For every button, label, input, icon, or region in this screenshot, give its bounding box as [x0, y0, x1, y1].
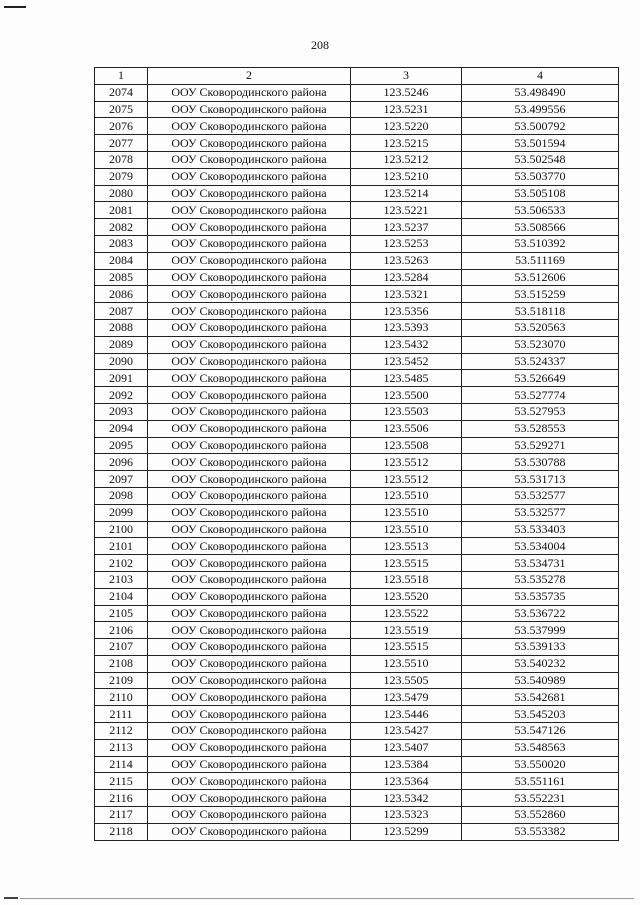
- row-longitude-cell: 123.5520: [351, 588, 462, 605]
- table-row: [95, 655, 619, 672]
- row-name-cell: ООУ Сковородинского района: [148, 588, 351, 605]
- column-header-number: 1: [95, 68, 148, 85]
- row-latitude-cell: 53.526649: [462, 370, 619, 387]
- table-row: [95, 639, 619, 656]
- row-latitude-cell: 53.552860: [462, 807, 619, 824]
- table-row: [95, 471, 619, 488]
- row-name-cell: ООУ Сковородинского района: [148, 571, 351, 588]
- row-number-cell: 2086: [95, 286, 148, 303]
- row-latitude-cell: 53.551161: [462, 773, 619, 790]
- row-name-cell: ООУ Сковородинского района: [148, 689, 351, 706]
- row-name-cell: ООУ Сковородинского района: [148, 773, 351, 790]
- row-number-cell: 2115: [95, 773, 148, 790]
- row-latitude-cell: 53.540232: [462, 655, 619, 672]
- row-number-cell: 2084: [95, 252, 148, 269]
- row-number-cell: 2079: [95, 168, 148, 185]
- row-number-cell: 2109: [95, 672, 148, 689]
- table-row: [95, 403, 619, 420]
- row-latitude-cell: 53.535735: [462, 588, 619, 605]
- row-longitude-cell: 123.5407: [351, 739, 462, 756]
- table-row: [95, 588, 619, 605]
- row-name-cell: ООУ Сковородинского района: [148, 723, 351, 740]
- row-name-cell: ООУ Сковородинского района: [148, 521, 351, 538]
- row-longitude-cell: 123.5384: [351, 756, 462, 773]
- row-latitude-cell: 53.542681: [462, 689, 619, 706]
- row-latitude-cell: 53.510392: [462, 235, 619, 252]
- row-name-cell: ООУ Сковородинского района: [148, 235, 351, 252]
- row-longitude-cell: 123.5446: [351, 706, 462, 723]
- row-longitude-cell: 123.5510: [351, 521, 462, 538]
- row-latitude-cell: 53.523070: [462, 336, 619, 353]
- table-row: [95, 521, 619, 538]
- row-name-cell: ООУ Сковородинского района: [148, 756, 351, 773]
- row-longitude-cell: 123.5503: [351, 403, 462, 420]
- table-body: [95, 84, 619, 840]
- row-name-cell: ООУ Сковородинского района: [148, 823, 351, 840]
- row-name-cell: ООУ Сковородинского района: [148, 101, 351, 118]
- row-latitude-cell: 53.534731: [462, 555, 619, 572]
- table-row: [95, 84, 619, 101]
- table-row: [95, 135, 619, 152]
- row-latitude-cell: 53.512606: [462, 269, 619, 286]
- row-name-cell: ООУ Сковородинского района: [148, 118, 351, 135]
- scan-corner-mark: [4, 6, 26, 8]
- row-longitude-cell: 123.5452: [351, 353, 462, 370]
- row-longitude-cell: 123.5510: [351, 655, 462, 672]
- row-name-cell: ООУ Сковородинского района: [148, 353, 351, 370]
- row-number-cell: 2099: [95, 504, 148, 521]
- row-number-cell: 2106: [95, 622, 148, 639]
- table-row: [95, 269, 619, 286]
- table-row: [95, 622, 619, 639]
- row-number-cell: 2103: [95, 571, 148, 588]
- row-number-cell: 2076: [95, 118, 148, 135]
- row-number-cell: 2085: [95, 269, 148, 286]
- row-longitude-cell: 123.5246: [351, 84, 462, 101]
- row-number-cell: 2111: [95, 706, 148, 723]
- table-row: [95, 151, 619, 168]
- row-number-cell: 2117: [95, 807, 148, 824]
- row-longitude-cell: 123.5522: [351, 605, 462, 622]
- row-latitude-cell: 53.530788: [462, 454, 619, 471]
- table-row: [95, 336, 619, 353]
- row-name-cell: ООУ Сковородинского района: [148, 168, 351, 185]
- table-row: [95, 571, 619, 588]
- row-name-cell: ООУ Сковородинского района: [148, 269, 351, 286]
- row-latitude-cell: 53.531713: [462, 471, 619, 488]
- row-longitude-cell: 123.5212: [351, 151, 462, 168]
- row-longitude-cell: 123.5342: [351, 790, 462, 807]
- row-latitude-cell: 53.547126: [462, 723, 619, 740]
- row-number-cell: 2083: [95, 235, 148, 252]
- row-number-cell: 2114: [95, 756, 148, 773]
- row-longitude-cell: 123.5221: [351, 202, 462, 219]
- row-number-cell: 2089: [95, 336, 148, 353]
- table-row: [95, 319, 619, 336]
- row-longitude-cell: 123.5432: [351, 336, 462, 353]
- row-latitude-cell: 53.540989: [462, 672, 619, 689]
- row-name-cell: ООУ Сковородинского района: [148, 370, 351, 387]
- row-number-cell: 2113: [95, 739, 148, 756]
- row-longitude-cell: 123.5505: [351, 672, 462, 689]
- table-row: [95, 756, 619, 773]
- row-name-cell: ООУ Сковородинского района: [148, 555, 351, 572]
- row-longitude-cell: 123.5237: [351, 219, 462, 236]
- row-longitude-cell: 123.5506: [351, 420, 462, 437]
- row-name-cell: ООУ Сковородинского района: [148, 252, 351, 269]
- row-number-cell: 2102: [95, 555, 148, 572]
- row-name-cell: ООУ Сковородинского района: [148, 538, 351, 555]
- coordinates-table: [94, 67, 619, 841]
- row-longitude-cell: 123.5510: [351, 487, 462, 504]
- row-number-cell: 2088: [95, 319, 148, 336]
- row-name-cell: ООУ Сковородинского района: [148, 437, 351, 454]
- row-name-cell: ООУ Сковородинского района: [148, 504, 351, 521]
- row-latitude-cell: 53.553382: [462, 823, 619, 840]
- table-row: [95, 420, 619, 437]
- row-latitude-cell: 53.537999: [462, 622, 619, 639]
- row-longitude-cell: 123.5508: [351, 437, 462, 454]
- row-latitude-cell: 53.535278: [462, 571, 619, 588]
- row-number-cell: 2105: [95, 605, 148, 622]
- row-longitude-cell: 123.5210: [351, 168, 462, 185]
- table-row: [95, 689, 619, 706]
- row-number-cell: 2101: [95, 538, 148, 555]
- row-longitude-cell: 123.5500: [351, 387, 462, 404]
- row-number-cell: 2080: [95, 185, 148, 202]
- row-name-cell: ООУ Сковородинского района: [148, 303, 351, 320]
- row-number-cell: 2082: [95, 219, 148, 236]
- table-row: [95, 706, 619, 723]
- table-row: [95, 605, 619, 622]
- row-name-cell: ООУ Сковородинского района: [148, 807, 351, 824]
- table-row: [95, 303, 619, 320]
- table-row: [95, 185, 619, 202]
- row-number-cell: 2092: [95, 387, 148, 404]
- row-number-cell: 2094: [95, 420, 148, 437]
- row-number-cell: 2090: [95, 353, 148, 370]
- row-number-cell: 2100: [95, 521, 148, 538]
- row-longitude-cell: 123.5356: [351, 303, 462, 320]
- column-header-longitude: 3: [351, 68, 462, 85]
- row-name-cell: ООУ Сковородинского района: [148, 706, 351, 723]
- row-latitude-cell: 53.533403: [462, 521, 619, 538]
- row-longitude-cell: 123.5220: [351, 118, 462, 135]
- row-number-cell: 2104: [95, 588, 148, 605]
- row-number-cell: 2095: [95, 437, 148, 454]
- row-number-cell: 2096: [95, 454, 148, 471]
- row-number-cell: 2074: [95, 84, 148, 101]
- row-number-cell: 2078: [95, 151, 148, 168]
- row-longitude-cell: 123.5512: [351, 454, 462, 471]
- row-latitude-cell: 53.529271: [462, 437, 619, 454]
- row-number-cell: 2077: [95, 135, 148, 152]
- row-number-cell: 2093: [95, 403, 148, 420]
- table-row: [95, 101, 619, 118]
- table-row: [95, 823, 619, 840]
- table-row: [95, 807, 619, 824]
- row-latitude-cell: 53.548563: [462, 739, 619, 756]
- row-latitude-cell: 53.552231: [462, 790, 619, 807]
- row-latitude-cell: 53.498490: [462, 84, 619, 101]
- row-latitude-cell: 53.505108: [462, 185, 619, 202]
- row-latitude-cell: 53.520563: [462, 319, 619, 336]
- row-latitude-cell: 53.500792: [462, 118, 619, 135]
- row-latitude-cell: 53.506533: [462, 202, 619, 219]
- row-latitude-cell: 53.499556: [462, 101, 619, 118]
- row-longitude-cell: 123.5299: [351, 823, 462, 840]
- row-name-cell: ООУ Сковородинского района: [148, 151, 351, 168]
- table-row: [95, 555, 619, 572]
- row-name-cell: ООУ Сковородинского района: [148, 135, 351, 152]
- table-row: [95, 168, 619, 185]
- row-longitude-cell: 123.5231: [351, 101, 462, 118]
- row-longitude-cell: 123.5214: [351, 185, 462, 202]
- table-row: [95, 454, 619, 471]
- row-longitude-cell: 123.5323: [351, 807, 462, 824]
- row-latitude-cell: 53.515259: [462, 286, 619, 303]
- table-row: [95, 739, 619, 756]
- table-row: [95, 504, 619, 521]
- table-row: [95, 353, 619, 370]
- row-number-cell: 2110: [95, 689, 148, 706]
- row-latitude-cell: 53.536722: [462, 605, 619, 622]
- row-name-cell: ООУ Сковородинского района: [148, 739, 351, 756]
- row-longitude-cell: 123.5263: [351, 252, 462, 269]
- row-longitude-cell: 123.5485: [351, 370, 462, 387]
- table-row: [95, 672, 619, 689]
- row-latitude-cell: 53.545203: [462, 706, 619, 723]
- row-number-cell: 2098: [95, 487, 148, 504]
- column-header-latitude: 4: [462, 68, 619, 85]
- row-latitude-cell: 53.527953: [462, 403, 619, 420]
- row-longitude-cell: 123.5515: [351, 555, 462, 572]
- row-longitude-cell: 123.5518: [351, 571, 462, 588]
- row-name-cell: ООУ Сковородинского района: [148, 84, 351, 101]
- table-header-row: [95, 68, 619, 85]
- row-name-cell: ООУ Сковородинского района: [148, 336, 351, 353]
- row-name-cell: ООУ Сковородинского района: [148, 185, 351, 202]
- row-latitude-cell: 53.539133: [462, 639, 619, 656]
- row-name-cell: ООУ Сковородинского района: [148, 319, 351, 336]
- row-longitude-cell: 123.5510: [351, 504, 462, 521]
- row-latitude-cell: 53.511169: [462, 252, 619, 269]
- row-name-cell: ООУ Сковородинского района: [148, 471, 351, 488]
- row-latitude-cell: 53.518118: [462, 303, 619, 320]
- row-longitude-cell: 123.5253: [351, 235, 462, 252]
- table-row: [95, 202, 619, 219]
- row-latitude-cell: 53.503770: [462, 168, 619, 185]
- row-longitude-cell: 123.5479: [351, 689, 462, 706]
- row-latitude-cell: 53.501594: [462, 135, 619, 152]
- row-name-cell: ООУ Сковородинского района: [148, 202, 351, 219]
- row-longitude-cell: 123.5393: [351, 319, 462, 336]
- row-longitude-cell: 123.5513: [351, 538, 462, 555]
- row-number-cell: 2097: [95, 471, 148, 488]
- row-name-cell: ООУ Сковородинского района: [148, 387, 351, 404]
- row-latitude-cell: 53.508566: [462, 219, 619, 236]
- row-latitude-cell: 53.532577: [462, 487, 619, 504]
- row-number-cell: 2108: [95, 655, 148, 672]
- row-name-cell: ООУ Сковородинского района: [148, 454, 351, 471]
- row-name-cell: ООУ Сковородинского района: [148, 790, 351, 807]
- row-name-cell: ООУ Сковородинского района: [148, 672, 351, 689]
- row-longitude-cell: 123.5515: [351, 639, 462, 656]
- table-row: [95, 219, 619, 236]
- scan-bottom-rule: [20, 898, 634, 899]
- row-name-cell: ООУ Сковородинского района: [148, 219, 351, 236]
- row-longitude-cell: 123.5321: [351, 286, 462, 303]
- scan-bottom-tick: [4, 897, 18, 899]
- row-name-cell: ООУ Сковородинского района: [148, 487, 351, 504]
- table-row: [95, 487, 619, 504]
- row-number-cell: 2091: [95, 370, 148, 387]
- table-row: [95, 790, 619, 807]
- row-name-cell: ООУ Сковородинского района: [148, 420, 351, 437]
- row-name-cell: ООУ Сковородинского района: [148, 605, 351, 622]
- row-latitude-cell: 53.550020: [462, 756, 619, 773]
- table-row: [95, 538, 619, 555]
- row-name-cell: ООУ Сковородинского района: [148, 655, 351, 672]
- table-row: [95, 723, 619, 740]
- table-row: [95, 118, 619, 135]
- row-number-cell: 2118: [95, 823, 148, 840]
- table-row: [95, 437, 619, 454]
- row-name-cell: ООУ Сковородинского района: [148, 286, 351, 303]
- row-longitude-cell: 123.5215: [351, 135, 462, 152]
- row-latitude-cell: 53.524337: [462, 353, 619, 370]
- row-latitude-cell: 53.534004: [462, 538, 619, 555]
- row-number-cell: 2087: [95, 303, 148, 320]
- table-row: [95, 387, 619, 404]
- table-row: [95, 773, 619, 790]
- table-row: [95, 286, 619, 303]
- row-longitude-cell: 123.5427: [351, 723, 462, 740]
- row-name-cell: ООУ Сковородинского района: [148, 403, 351, 420]
- row-name-cell: ООУ Сковородинского района: [148, 622, 351, 639]
- row-latitude-cell: 53.532577: [462, 504, 619, 521]
- row-name-cell: ООУ Сковородинского района: [148, 639, 351, 656]
- column-header-name: 2: [148, 68, 351, 85]
- row-longitude-cell: 123.5364: [351, 773, 462, 790]
- row-number-cell: 2081: [95, 202, 148, 219]
- row-number-cell: 2112: [95, 723, 148, 740]
- row-number-cell: 2075: [95, 101, 148, 118]
- row-number-cell: 2107: [95, 639, 148, 656]
- row-latitude-cell: 53.502548: [462, 151, 619, 168]
- row-number-cell: 2116: [95, 790, 148, 807]
- table-row: [95, 370, 619, 387]
- table-row: [95, 252, 619, 269]
- row-latitude-cell: 53.527774: [462, 387, 619, 404]
- row-longitude-cell: 123.5512: [351, 471, 462, 488]
- row-latitude-cell: 53.528553: [462, 420, 619, 437]
- table-row: [95, 235, 619, 252]
- row-longitude-cell: 123.5519: [351, 622, 462, 639]
- page-number: 208: [311, 38, 329, 52]
- row-longitude-cell: 123.5284: [351, 269, 462, 286]
